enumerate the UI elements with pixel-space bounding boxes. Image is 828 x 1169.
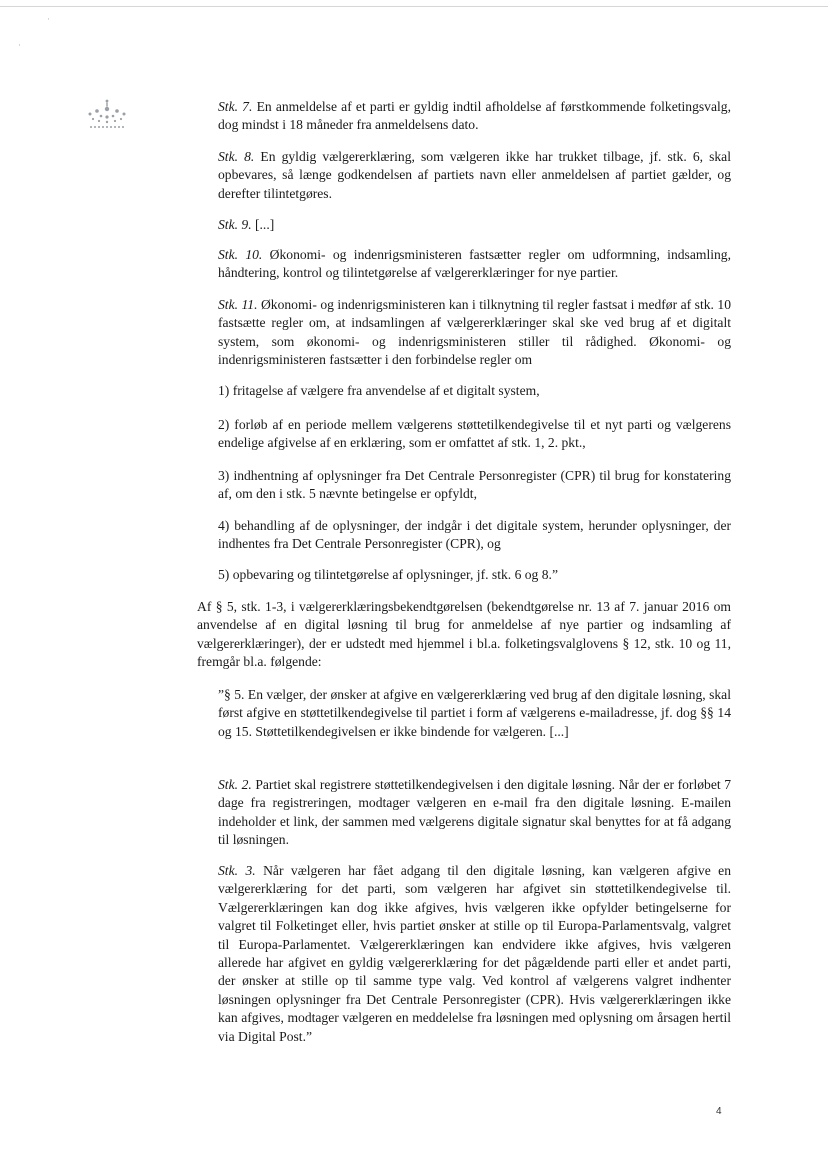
paragraph-text: Partiet skal registrere støttetilkendegivelsen i den digitale løsning. Når der er forløbet 7 dage fra registreringen, modtager vælgeren en e-mail fra den digitale løsning. E-mailen indeholder et link, der sammen med vælgerens digitale signatur skal benyttes for at få adgang til løsningen.: [218, 777, 731, 848]
stk-label: Stk. 2.: [218, 777, 252, 792]
paragraph-text: 1) fritagelse af vælgere fra anvendelse af et digitalt system,: [218, 383, 540, 398]
paragraph-text: En gyldig vælgererklæring, som vælgeren ikke har trukket tilbage, jf. stk. 6, skal opbevares, så længe godkendelsen af partiets navn eller anmeldelsen af partiet gælder, og derefter tilintetgøres.: [218, 149, 731, 201]
page-number: 4: [716, 1106, 722, 1117]
list-item-5: [218, 566, 731, 584]
stk-label: Stk. 9.: [218, 217, 252, 232]
paragraph-stk-8: [218, 148, 731, 203]
paragraph-stk-3: [218, 862, 731, 1046]
stk-label: Stk. 3.: [218, 863, 256, 878]
stk-label: Stk. 7.: [218, 99, 253, 114]
paragraph-text: Når vælgeren har fået adgang til den digitale løsning, kan vælgeren afgive en vælgererklæring for det parti, som vælgeren har afgivet sin støttetilkendegivelse til. Vælgererklæringen kan dog ikke afgives, hvis vælgeren ikke opfylder betingelserne for valgret til Folketinget eller, hvis partiet ønsker at stille op til Europa-Parlamentsvalg, valgret til Europa-Parlamentet. Vælgererklæringen kan endvidere ikke afgives, hvis vælgeren allerede har afgivet en gyldig vælgererklæring for det pågældende parti eller et andet parti, der ønsker at stille op til samme type valg. Ved kontrol af vælgerens valgret indhenter løsningen oplysninger fra Det Centrale Personregister (CPR). Hvis vælgererklæringen ikke kan afgives, modtager vælgeren en meddelelse fra løsningen med oplysning om årsagen hertil via Digital Post.”: [218, 863, 731, 1044]
paragraph-text: 2) forløb af en periode mellem vælgerens støttetilkendegivelse til et nyt parti og vælgerens endelige afgivelse af en erklæring, som er omfattet af stk. 1, 2. pkt.,: [218, 417, 731, 451]
crown-icon: [84, 98, 130, 132]
paragraph-stk-10: [218, 246, 731, 283]
paragraph-text: Økonomi- og indenrigsministeren kan i tilknytning til regler fastsat i medfør af stk. 10 fastsætte regler om, at indsamlingen af vælgererklæringer skal ske ved brug af et digitalt system, som økonomi- og indenrigsministeren stiller til rådighed. Økonomi- og indenrigsministeren fastsætter i den forbindelse regler om: [218, 297, 732, 368]
list-item-3: [218, 467, 731, 504]
paragraph-paragraf-5: [218, 686, 731, 741]
paragraph-text: [...]: [251, 217, 275, 232]
stk-label: Stk. 8.: [218, 149, 255, 164]
paragraph-text: En anmeldelse af et parti er gyldig indtil afholdelse af førstkommende folketingsvalg, dog mindst i 18 måneder fra anmeldelsens dato.: [218, 99, 731, 133]
list-item-4: [218, 517, 731, 554]
stk-label: Stk. 10.: [218, 247, 263, 262]
stk-label: Stk. 11.: [218, 297, 258, 312]
page-top-edge: [0, 6, 828, 7]
paragraph-text: 5) opbevaring og tilintetgørelse af oplysninger, jf. stk. 6 og 8.”: [218, 567, 558, 582]
list-item-2: [218, 416, 731, 453]
scan-speck: ·: [18, 40, 21, 50]
paragraph-text: Økonomi- og indenrigsministeren fastsætter regler om udformning, indsamling, håndtering, kontrol og tilintetgørelse af vælgererklæringer for nye partier.: [218, 247, 731, 281]
paragraph-stk-11: [218, 296, 731, 370]
paragraph-stk-7: [218, 98, 731, 135]
scan-speck: ·: [47, 14, 50, 24]
paragraph-text: ”§ 5. En vælger, der ønsker at afgive en vælgererklæring ved brug af den digitale løsning, skal først afgive en støttetilkendegivelse til partiet i form af vælgerens e-mailadresse, jf. dog §§ 14 og 15. Støttetilkendegivelsen er ikke bindende for vælgeren. [...]: [218, 687, 731, 739]
list-item-1: [218, 382, 731, 400]
paragraph-text: 3) indhentning af oplysninger fra Det Centrale Personregister (CPR) til brug for konstatering af, om den i stk. 5 nævnte betingelse er opfyldt,: [218, 468, 731, 502]
paragraph-text: 4) behandling af de oplysninger, der indgår i det digitale system, herunder oplysninger, der indhentes fra Det Centrale Personregister (CPR), og: [218, 518, 731, 552]
paragraph-stk-2: [218, 776, 731, 850]
paragraph-stk-9: [218, 216, 731, 234]
paragraph-bekendtgoerelse: [197, 598, 731, 672]
paragraph-text: Af § 5, stk. 1-3, i vælgererklæringsbekendtgørelsen (bekendtgørelse nr. 13 af 7. januar 2016 om anvendelse af en digital løsning til brug for anmeldelse af nye partier og indsamling af vælgererklæringer), der er udstedt med hjemmel i bl.a. folketingsvalglovens § 12, stk. 10 og 11, fremgår bl.a. følgende:: [197, 599, 731, 670]
